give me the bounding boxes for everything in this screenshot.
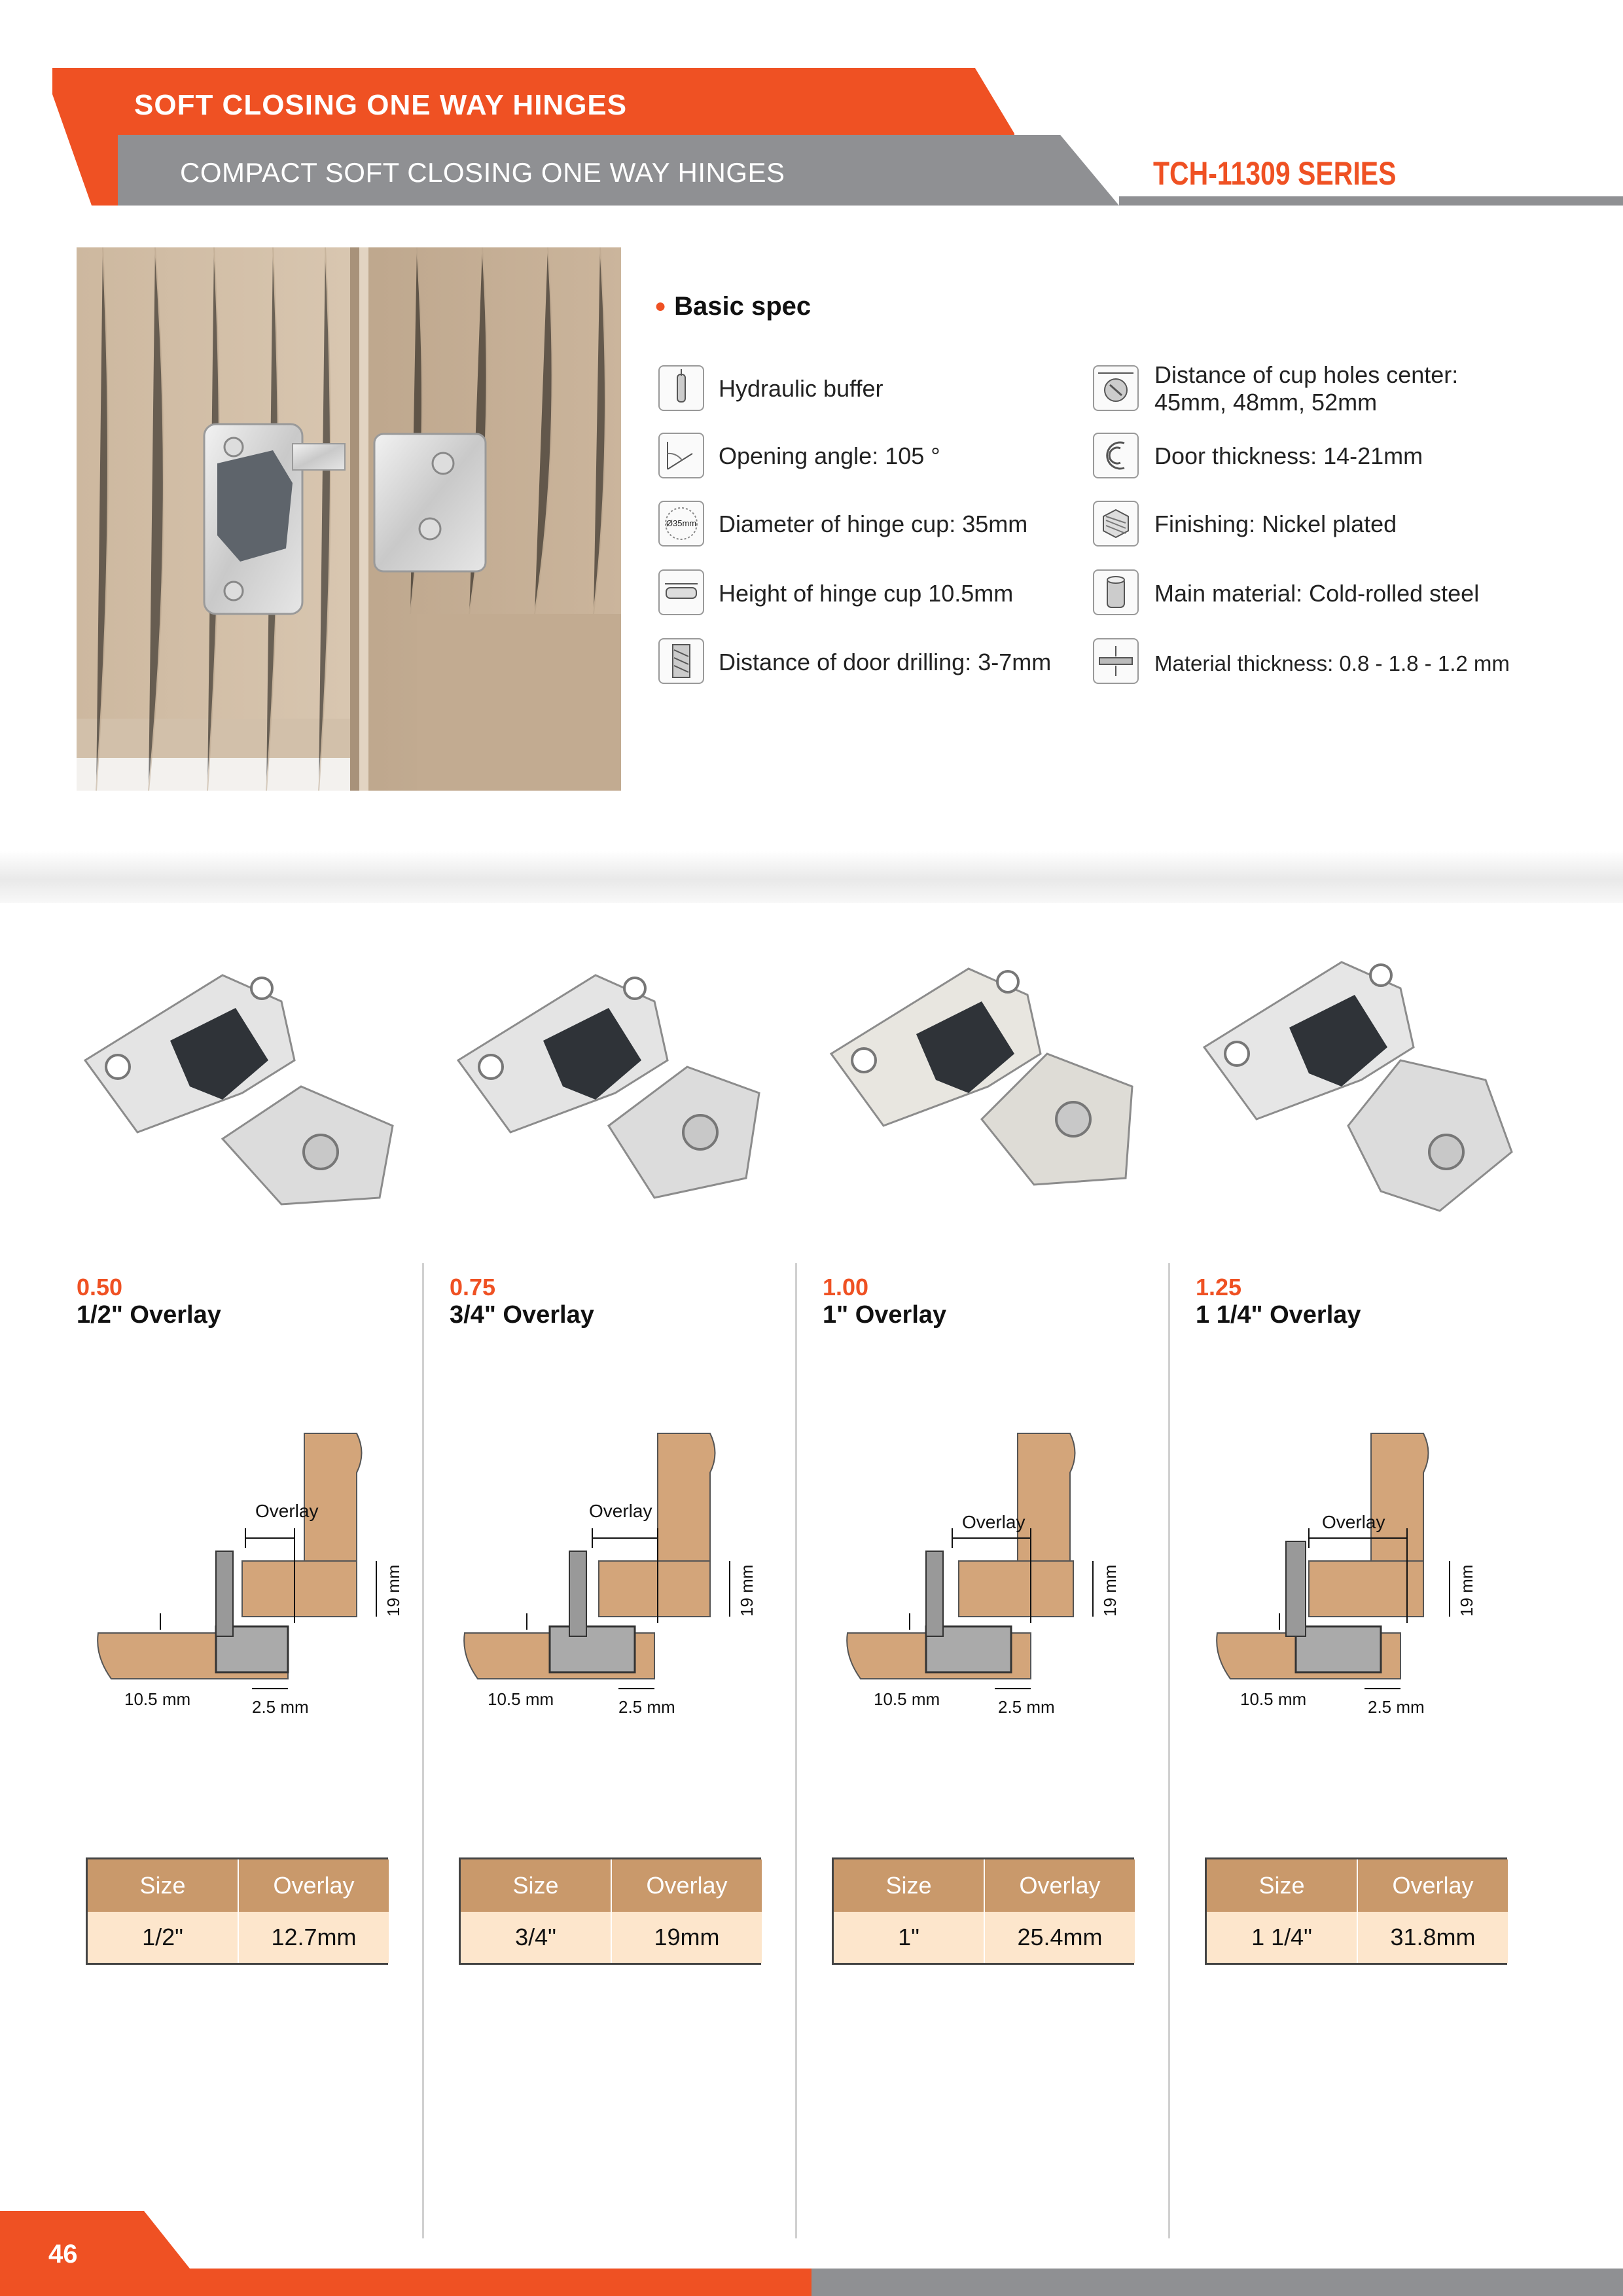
table-3-separator <box>984 1859 985 1963</box>
column-divider-1 <box>422 1263 424 2238</box>
hydraulic-buffer-icon <box>658 365 704 411</box>
spec-cup-diameter: Diameter of hinge cup: 35mm <box>719 511 1028 537</box>
spec-finishing: Finishing: Nickel plated <box>1154 511 1397 537</box>
page-number: 46 <box>48 2240 78 2269</box>
table-3-header-overlay: Overlay <box>985 1859 1135 1912</box>
product-photo <box>77 247 621 791</box>
spec-material-thickness: Material thickness: 0.8 - 1.8 - 1.2 mm <box>1154 651 1510 675</box>
finishing-icon <box>1093 501 1139 547</box>
diagram-4-cup-label: 10.5 mm <box>1240 1689 1307 1709</box>
diagram-2-cup-label: 10.5 mm <box>488 1689 554 1709</box>
spec-opening-angle: Opening angle: 105 ° <box>719 442 940 469</box>
hinge-image-1 <box>72 929 412 1217</box>
table-2-header-overlay: Overlay <box>612 1859 762 1912</box>
cup-height-icon <box>658 569 704 615</box>
diagram-1-gap-label: 2.5 mm <box>252 1697 309 1717</box>
size-table-3 <box>832 1857 1134 1965</box>
diagram-2-gap-label: 2.5 mm <box>618 1697 675 1717</box>
opening-angle-icon <box>658 433 704 478</box>
table-4-separator <box>1357 1859 1358 1963</box>
overlay-code-1: 0.50 <box>77 1274 123 1300</box>
overlay-name-1: 1/2" Overlay <box>77 1301 221 1329</box>
hinge-image-2 <box>445 929 785 1217</box>
overlay-code-4: 1.25 <box>1196 1274 1242 1300</box>
page-title: SOFT CLOSING ONE WAY HINGES <box>134 89 628 121</box>
diagram-2-height-label: 19 mm <box>737 1564 757 1617</box>
overlay-name-4: 1 1/4" Overlay <box>1196 1301 1361 1329</box>
table-2-separator <box>611 1859 612 1963</box>
spec-door-thickness: Door thickness: 14-21mm <box>1154 442 1423 469</box>
overlay-diagram-1 <box>85 1427 412 1728</box>
diagram-3-gap-label: 2.5 mm <box>998 1697 1055 1717</box>
diagram-4-height-label: 19 mm <box>1457 1564 1476 1617</box>
series-label: TCH-11309 SERIES <box>1153 155 1397 192</box>
diagram-3-cup-label: 10.5 mm <box>874 1689 940 1709</box>
table-1-separator <box>238 1859 239 1963</box>
table-4-overlay: 31.8mm <box>1358 1912 1508 1963</box>
spec-door-drilling: Distance of door drilling: 3-7mm <box>719 649 1052 675</box>
table-4-header-overlay: Overlay <box>1358 1859 1508 1912</box>
table-2-header-size: Size <box>461 1859 611 1912</box>
cup-diameter-icon <box>658 501 704 547</box>
cup-holes-distance-icon <box>1093 365 1139 411</box>
table-1-header-size: Size <box>88 1859 238 1912</box>
door-thickness-icon <box>1093 433 1139 478</box>
diagram-2-overlay-label: Overlay <box>589 1501 652 1521</box>
spec-main-material: Main material: Cold-rolled steel <box>1154 580 1480 607</box>
diagram-4-overlay-label: Overlay <box>1322 1512 1385 1532</box>
hinge-image-4 <box>1191 916 1531 1217</box>
spec-heading-text: Basic spec <box>674 292 812 321</box>
size-table-1 <box>86 1857 388 1965</box>
diagram-4-gap-label: 2.5 mm <box>1368 1697 1425 1717</box>
header-gray-rule <box>1119 196 1623 206</box>
cup-diameter-icon-label: Ø35mm <box>666 518 697 528</box>
overlay-code-3: 1.00 <box>823 1274 869 1300</box>
table-4-size: 1 1/4" <box>1207 1912 1357 1963</box>
table-1-size: 1/2" <box>88 1912 238 1963</box>
overlay-code-2: 0.75 <box>450 1274 496 1300</box>
table-2-overlay: 19mm <box>612 1912 762 1963</box>
hinge-image-3 <box>818 923 1158 1211</box>
column-divider-2 <box>795 1263 797 2238</box>
table-1-header-overlay: Overlay <box>239 1859 389 1912</box>
bullet-icon: ● <box>654 295 667 317</box>
diagram-3-height-label: 19 mm <box>1100 1564 1120 1617</box>
diagram-1-height-label: 19 mm <box>383 1564 403 1617</box>
diagram-1-overlay-label: Overlay <box>255 1501 319 1521</box>
diagram-3-overlay-label: Overlay <box>962 1512 1026 1532</box>
overlay-name-3: 1" Overlay <box>823 1301 947 1329</box>
footer-orange-bar <box>0 2211 812 2296</box>
spec-hydraulic-buffer: Hydraulic buffer <box>719 375 883 402</box>
page-subtitle: COMPACT SOFT CLOSING ONE WAY HINGES <box>180 157 785 188</box>
table-2-size: 3/4" <box>461 1912 611 1963</box>
column-divider-3 <box>1168 1263 1170 2238</box>
main-material-icon <box>1093 569 1139 615</box>
overlay-diagram-3 <box>834 1427 1162 1728</box>
table-3-size: 1" <box>834 1912 984 1963</box>
table-3-header-size: Size <box>834 1859 984 1912</box>
spec-heading <box>654 292 811 321</box>
overlay-name-2: 3/4" Overlay <box>450 1301 594 1329</box>
spec-cup-holes-distance: Distance of cup holes center: <box>1154 361 1459 388</box>
size-table-4 <box>1205 1857 1507 1965</box>
door-drilling-icon <box>658 638 704 684</box>
table-3-overlay: 25.4mm <box>985 1912 1135 1963</box>
footer-gray-bar <box>812 2269 1623 2296</box>
table-1-overlay: 12.7mm <box>239 1912 389 1963</box>
overlay-diagram-2 <box>452 1427 779 1728</box>
table-4-header-size: Size <box>1207 1859 1357 1912</box>
size-table-2 <box>459 1857 761 1965</box>
overlay-diagram-4 <box>1204 1427 1531 1728</box>
diagram-1-cup-label: 10.5 mm <box>124 1689 191 1709</box>
spec-cup-holes-distance-values: 45mm, 48mm, 52mm <box>1154 389 1378 416</box>
section-shadow-divider <box>0 851 1623 903</box>
material-thickness-icon <box>1093 638 1139 684</box>
spec-cup-height: Height of hinge cup 10.5mm <box>719 580 1014 607</box>
